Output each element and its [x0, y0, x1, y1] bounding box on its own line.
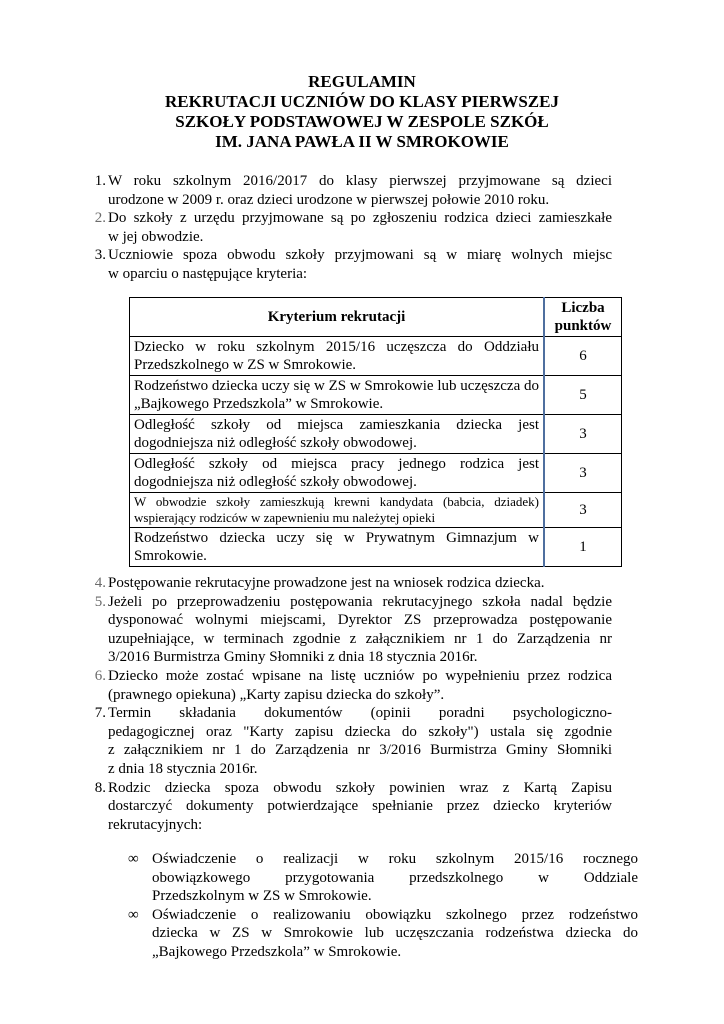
points-cell: 3: [544, 415, 622, 454]
list-item-line: z dnia 18 stycznia 2016r.: [108, 760, 258, 777]
criterion-cell: Odległość szkoły od miejsca pracy jednego rodzica jest dogodniejsza niż odległość szkoły obwodowej.: [130, 454, 545, 493]
list-item-line: Termin składania dokumentów (opinii poradni psychologiczno-: [108, 705, 612, 722]
list-item: [94, 704, 612, 778]
table-row: [130, 376, 622, 415]
bullet-line: Oświadczenie o realizacji w roku szkolnym 2015/16 rocznego: [152, 851, 638, 867]
list-item: [94, 172, 612, 209]
list-item-number: 5.: [94, 593, 106, 610]
list-item-line: uzupełniające, w terminach zgodnie z załącznikiem nr 1 do Zarządzenia nr: [108, 630, 612, 647]
list-item: [94, 574, 612, 593]
points-cell: 3: [544, 493, 622, 528]
table-row: [130, 454, 622, 493]
list-item: [94, 667, 612, 704]
table-row: [130, 337, 622, 376]
list-item-line: w jej obwodzie.: [108, 228, 204, 245]
document-title: [0, 72, 724, 152]
infinity-bullet-icon: ∞: [128, 851, 139, 867]
bullet-line: dziecka w ZS w Smrokowie lub uczęszczania rodzeństwa dziecka do: [152, 925, 638, 942]
header-criterion: Kryterium rekrutacji: [130, 298, 545, 337]
table-row: [130, 528, 622, 567]
list-item-line: pedagogicznej oraz "Karty zapisu dziecka do szkoły") ustala się zgodnie: [108, 723, 612, 740]
list-item-number: 7.: [94, 705, 106, 722]
header-points: Liczba punktów: [544, 298, 622, 337]
list-item-number: 6.: [94, 667, 106, 684]
bullet-line: Przedszkolnym w ZS w Smrokowie.: [152, 888, 372, 905]
list-item-line: urodzone w 2009 r. oraz dzieci urodzone w pierwszej połowie 2010 roku.: [108, 191, 550, 208]
criteria-table: [129, 297, 622, 567]
criteria-table-wrapper: [129, 297, 622, 567]
table-row: [130, 493, 622, 528]
list-item-number: 1.: [94, 173, 106, 189]
list-item: [94, 246, 612, 283]
list-item-line: dysponować wolnymi miejscami, Dyrektor ZS przeprowadza postępowanie: [108, 612, 612, 629]
points-cell: 3: [544, 454, 622, 493]
list-item-line: Uczniowie spoza obwodu szkoły przyjmowani są w miarę wolnych miejsc: [108, 247, 612, 264]
list-item: [94, 593, 612, 667]
list-item-line: Rodzic dziecka spoza obwodu szkoły powinien wraz z Kartą Zapisu: [108, 779, 612, 796]
list-item-line: Do szkoły z urzędu przyjmowane są po zgłoszeniu rodzica dzieci zamieszkałe: [108, 210, 612, 227]
points-cell: 6: [544, 337, 622, 376]
bullet-line: obowiązkowego przygotowania przedszkolnego w Oddziale: [152, 869, 638, 886]
list-item-number: 3.: [94, 247, 106, 264]
list-item-line: (prawnego opiekuna) „Karty zapisu dziecka do szkoły”.: [108, 686, 445, 703]
list-item-line: z załącznikiem nr 1 do Zarządzenia nr 3/2016 Burmistrza Gminy Słomniki: [108, 742, 612, 759]
list-item: [94, 779, 612, 835]
criterion-cell: W obwodzie szkoły zamieszkują krewni kandydata (babcia, dziadek) wspierający rodziców w zapewnieniu mu należytej opieki: [130, 493, 545, 528]
documents-bullet-list: [128, 850, 638, 962]
criterion-cell: Dziecko w roku szkolnym 2015/16 uczęszcza do Oddziału Przedszkolnego w ZS w Smrokowie.: [130, 337, 545, 376]
list-item-line: 3/2016 Burmistrza Gminy Słomniki z dnia 18 stycznia 2016r.: [108, 649, 478, 666]
list-item-line: Postępowanie rekrutacyjne prowadzone jest na wniosek rodzica dziecka.: [108, 575, 545, 591]
title-line-1: REGULAMIN: [308, 72, 416, 91]
list-item-number: 2.: [94, 210, 106, 227]
list-item-line: Jeżeli po przeprowadzeniu postępowania rekrutacyjnego szkoła nadal będzie: [108, 593, 612, 610]
bullet-item: [128, 906, 638, 962]
list-item-line: dostarczyć dokumenty potwierdzające spełnianie przez dziecko kryteriów: [108, 798, 612, 815]
list-item: [94, 209, 612, 246]
list-item-line: W roku szkolnym 2016/2017 do klasy pierwszej przyjmowane są dzieci: [108, 173, 612, 189]
table-header-row: [130, 298, 622, 337]
infinity-bullet-icon: ∞: [128, 906, 139, 923]
rules-list-bottom: [94, 574, 612, 834]
title-line-2: REKRUTACJI UCZNIÓW DO KLASY PIERWSZEJ: [165, 92, 559, 111]
points-cell: 1: [544, 528, 622, 567]
list-item-line: Dziecko może zostać wpisane na listę uczniów po wypełnieniu przez rodzica: [108, 667, 612, 684]
criterion-cell: Odległość szkoły od miejsca zamieszkania dziecka jest dogodniejsza niż odległość szkoły obwodowej.: [130, 415, 545, 454]
bullet-item: [128, 850, 638, 906]
rules-list-top: [94, 172, 612, 284]
criterion-cell: Rodzeństwo dziecka uczy się w ZS w Smrokowie lub uczęszcza do „Bajkowego Przedszkola” w Smrokowie.: [130, 376, 545, 415]
title-line-4: IM. JANA PAWŁA II W SMROKOWIE: [215, 132, 509, 151]
criterion-cell: Rodzeństwo dziecka uczy się w Prywatnym Gimnazjum w Smrokowie.: [130, 528, 545, 567]
table-row: [130, 415, 622, 454]
bullet-line: Oświadczenie o realizowaniu obowiązku szkolnego przez rodzeństwo: [152, 906, 638, 923]
list-item-number: 8.: [94, 779, 106, 796]
bullet-line: „Bajkowego Przedszkola” w Smrokowie.: [152, 943, 402, 960]
list-item-number: 4.: [94, 575, 106, 591]
list-item-line: rekrutacyjnych:: [108, 816, 203, 833]
list-item-line: w oparciu o następujące kryteria:: [108, 265, 308, 282]
points-cell: 5: [544, 376, 622, 415]
title-line-3: SZKOŁY PODSTAWOWEJ W ZESPOLE SZKÓŁ: [175, 112, 549, 131]
